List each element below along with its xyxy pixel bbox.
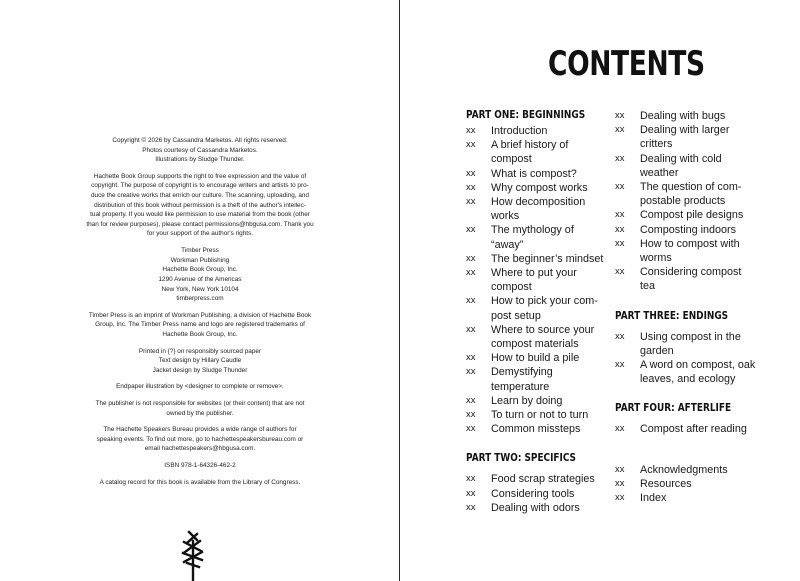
page-number: xx bbox=[466, 167, 476, 179]
copyright-notice: Copyright © 2026 by Cassandra Marketos. All rights reserved. Photos courtesy of Cassandra Marketos. Illustrations by Sludge Thunder. bbox=[112, 137, 288, 164]
page-number: xx bbox=[466, 295, 476, 307]
entry-title: Where to source your compost materials bbox=[491, 323, 595, 351]
entry-title: Using compost in the garden bbox=[640, 330, 741, 357]
toc-entry-pick-setup[interactable] bbox=[466, 294, 616, 322]
page-number: xx bbox=[466, 125, 476, 136]
part-three-heading: PART THREE: ENDINGS bbox=[615, 309, 729, 322]
copyright-statement: Hachette Book Group supports the right to free expression and the value of copyright. The purpose of copyright is to encourage writers and artists to pro- duce the creative works that enrich our culture. The scanning, uploading, and distribution of this book without permission is a theft of the author's intellec- tual property. If you would like permission to use material from the book (other than for review purposes), please contact permissions@hbgusa.com. Thank you for your support of the author's rights. bbox=[86, 172, 314, 238]
toc-entry-what-is-compost[interactable] bbox=[466, 167, 616, 181]
back-matter-list bbox=[615, 463, 765, 506]
entry-title: How decomposition works bbox=[491, 196, 586, 223]
toc-entry-why-compost-works[interactable] bbox=[466, 181, 616, 195]
toc-entry-missteps[interactable] bbox=[466, 422, 616, 436]
entry-title: What is compost? bbox=[491, 167, 577, 180]
page-number: xx bbox=[615, 124, 625, 136]
entry-title: Dealing with cold weather bbox=[640, 152, 722, 179]
entry-title: Resources bbox=[640, 477, 692, 490]
entry-title: How to build a pile bbox=[491, 352, 580, 365]
toc-entry-source-materials[interactable] bbox=[466, 323, 616, 351]
entry-title: The question of com-postable products bbox=[640, 181, 742, 208]
toc-column-left bbox=[466, 106, 616, 515]
page-number: xx bbox=[615, 181, 625, 193]
toc-entry-learn-by-doing[interactable] bbox=[466, 394, 616, 408]
entry-title: Compost after reading bbox=[640, 423, 747, 436]
page-number: xx bbox=[615, 359, 625, 371]
copyright-text bbox=[68, 136, 332, 494]
toc-entry-index[interactable] bbox=[615, 491, 765, 505]
page-number: xx bbox=[615, 492, 625, 504]
entry-title: Common missteps bbox=[491, 423, 581, 436]
imprint-notice: Timber Press is an imprint of Workman Publishing, a division of Hachette Book Group, Inc. The Timber Press name and logo are registered trademarks of Hachette Book Group, Inc. bbox=[88, 311, 312, 338]
toc-entry-cold-weather[interactable] bbox=[615, 152, 765, 180]
toc-entry-odors[interactable] bbox=[466, 501, 616, 515]
entry-title: How to compost with worms bbox=[640, 237, 740, 265]
page-number: xx bbox=[615, 209, 625, 221]
toc-entry-decomposition[interactable] bbox=[466, 195, 616, 223]
page-number: xx bbox=[466, 501, 476, 513]
part-three-list bbox=[615, 330, 765, 387]
toc-entry-history[interactable] bbox=[466, 138, 616, 166]
toc-entry-build-pile[interactable] bbox=[466, 351, 616, 365]
entry-title: A word on compost, oak leaves, and ecology bbox=[640, 359, 756, 386]
toc-entry-beginners-mindset[interactable] bbox=[466, 252, 616, 266]
entry-title: Introduction bbox=[491, 125, 548, 137]
toc-entry-pile-designs[interactable] bbox=[615, 208, 765, 222]
tree-icon bbox=[178, 527, 208, 581]
entry-title: Food scrap strategies bbox=[491, 473, 595, 486]
part-two-list-continued bbox=[615, 109, 765, 294]
page-number: xx bbox=[466, 487, 476, 499]
entry-title: Index bbox=[640, 492, 667, 505]
toc-entry-food-scrap[interactable] bbox=[466, 472, 616, 486]
entry-title: The mythology of “away” bbox=[491, 224, 574, 251]
entry-title: The beginner’s mindset bbox=[491, 252, 604, 265]
toc-entry-mythology-away[interactable] bbox=[466, 223, 616, 251]
page-number: xx bbox=[615, 223, 625, 235]
page-number: xx bbox=[615, 423, 625, 435]
toc-entry-using-compost[interactable] bbox=[615, 330, 765, 358]
page-number: xx bbox=[466, 224, 476, 236]
toc-entry-worms[interactable] bbox=[615, 237, 765, 265]
entry-title: Composting indoors bbox=[640, 223, 737, 236]
catalog-record: A catalog record for this book is available from the Library of Congress. bbox=[99, 478, 301, 486]
part-one-list bbox=[466, 124, 616, 436]
page-number: xx bbox=[466, 267, 476, 279]
entry-title: Dealing with bugs bbox=[640, 110, 726, 122]
entry-title: Demystifying temperature bbox=[491, 366, 553, 393]
page-number: xx bbox=[466, 323, 476, 335]
page-number: xx bbox=[615, 237, 625, 249]
endpaper-credit: Endpaper illustration by <designer to complete or remove>. bbox=[116, 383, 284, 391]
toc-entry-resources[interactable] bbox=[615, 477, 765, 491]
toc-entry-bugs[interactable] bbox=[615, 109, 765, 123]
page-number: xx bbox=[615, 266, 625, 278]
entry-title: To turn or not to turn bbox=[491, 409, 589, 422]
toc-column-right bbox=[615, 106, 765, 505]
entry-title: Where to put your compost bbox=[491, 267, 577, 294]
entry-title: Dealing with larger critters bbox=[640, 124, 730, 151]
page-number: xx bbox=[615, 463, 625, 475]
entry-title: Considering compost tea bbox=[640, 266, 742, 293]
entry-title: Why compost works bbox=[491, 181, 588, 194]
page-number: xx bbox=[466, 366, 476, 378]
entry-title: A brief history of compost bbox=[491, 139, 569, 166]
page-number: xx bbox=[466, 394, 476, 406]
toc-entry-turn-or-not[interactable] bbox=[466, 408, 616, 422]
toc-entry-after-reading[interactable] bbox=[615, 422, 765, 436]
part-four-heading: PART FOUR: AFTERLIFE bbox=[615, 402, 732, 415]
toc-entry-where-to-put[interactable] bbox=[466, 266, 616, 294]
part-two-list-start bbox=[466, 472, 616, 515]
page-number: xx bbox=[615, 110, 625, 121]
page-number: xx bbox=[615, 330, 625, 342]
toc-entry-tools[interactable] bbox=[466, 487, 616, 501]
publisher-address: Timber Press Workman Publishing Hachette Book Group, Inc. 1290 Avenue of the Americas New York, New York 10104 timberpress.com bbox=[158, 247, 242, 303]
toc-entry-temperature[interactable] bbox=[466, 365, 616, 393]
entry-title: How to pick your com-post setup bbox=[491, 295, 598, 322]
printing-credits: Printed in {?} on responsibly sourced paper Text design by Hillary Caudle Jacket design by Sludge Thunder bbox=[138, 347, 262, 374]
entry-title: Dealing with odors bbox=[491, 501, 580, 514]
entry-title: Compost pile designs bbox=[640, 209, 744, 222]
entry-title: Acknowledgments bbox=[640, 463, 728, 476]
page-number: xx bbox=[615, 152, 625, 164]
page-number: xx bbox=[466, 252, 476, 264]
toc-entry-critters[interactable] bbox=[615, 123, 765, 151]
page-number: xx bbox=[466, 139, 476, 151]
entry-title: Learn by doing bbox=[491, 394, 563, 407]
page-number: xx bbox=[466, 352, 476, 364]
toc-entry-indoors[interactable] bbox=[615, 223, 765, 237]
toc-entry-compostable-products[interactable] bbox=[615, 180, 765, 208]
part-one-heading: PART ONE: BEGINNINGS bbox=[466, 109, 586, 121]
toc-entry-introduction[interactable] bbox=[466, 124, 616, 138]
page-number: xx bbox=[466, 196, 476, 208]
toc-entry-acknowledgments[interactable] bbox=[615, 463, 765, 477]
toc-entry-compost-tea[interactable] bbox=[615, 265, 765, 293]
page-number: xx bbox=[466, 473, 476, 485]
toc-entry-oak-leaves[interactable] bbox=[615, 358, 765, 386]
website-disclaimer: The publisher is not responsible for websites (or their content) that are not owned by the publisher. bbox=[95, 400, 305, 417]
entry-title: Considering tools bbox=[491, 487, 575, 500]
contents-title: CONTENTS bbox=[548, 44, 705, 84]
page-number: xx bbox=[466, 181, 476, 193]
page-number: xx bbox=[466, 409, 476, 421]
isbn: ISBN 978-1-64326-462-2 bbox=[164, 462, 236, 470]
page-number: xx bbox=[466, 423, 476, 435]
speakers-bureau: The Hachette Speakers Bureau provides a wide range of authors for speaking events. To find out more, go to hachettespeakersbureau.com or email hachettespeakers@hbgusa.com. bbox=[96, 426, 304, 453]
page-number: xx bbox=[615, 477, 625, 489]
part-two-heading: PART TWO: SPECIFICS bbox=[466, 452, 576, 465]
part-four-list bbox=[615, 422, 765, 436]
